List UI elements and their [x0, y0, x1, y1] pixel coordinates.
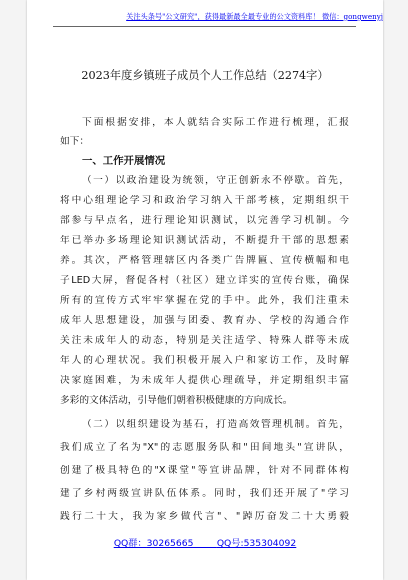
- header-banner-link[interactable]: 关注头条号"公文研究"，获得最新最全最专业的公文资料库！ 微信：gongwenyj: [126, 12, 383, 21]
- paragraph-line: 决家庭困难，为未成年人提供心理疏导，并定期组织丰富: [60, 375, 349, 386]
- paragraph-line: 践行二十大，我为家乡做代言"、"踔厉奋发二十大勇毅: [60, 511, 349, 522]
- qq-group-label: QQ群：: [113, 538, 147, 549]
- paragraph-line: （二）以组织建设为基石，打造高效管理机制。首先，: [82, 419, 349, 430]
- paragraph-line: 关注未成年人的动态，特别是关注适学、特殊人群等未成: [60, 335, 349, 346]
- paragraph-line: 子LED大屏，督促各村（社区）建立详实的宣传台账，确保: [60, 275, 349, 286]
- paragraph-line: 将中心组理论学习和政治学习纳入干部考核，定期组织干: [60, 195, 349, 206]
- paragraph-line: 年人的心理状况。我们积极开展入户和家访工作，及时解: [60, 355, 349, 366]
- header-divider: [53, 26, 356, 27]
- qq-group-link[interactable]: 30265665: [146, 538, 194, 549]
- paragraph-line: 建了乡村两级宣讲队伍体系。同时，我们还开展了"学习: [60, 488, 349, 499]
- paragraph-line: （一）以政治建设为统领，守正创新永不停歇。首先，: [82, 175, 349, 186]
- paragraph-line: 部参与早点名，进行理论知识测试，以完善学习机制。今: [60, 215, 349, 226]
- footer-contact: [27, 538, 383, 550]
- qq-number-label: QQ号:: [216, 538, 244, 549]
- qq-number-link[interactable]: 535304092: [243, 538, 297, 549]
- intro-line: 如下：: [60, 136, 90, 147]
- paragraph-line: 创建了极具特色的"X课堂"等宣讲品牌，针对不同群体构: [60, 465, 349, 476]
- paragraph-line: 我们成立了名为"X"的志愿服务队和"田间地头"宣讲队，: [60, 442, 349, 453]
- intro-line: 下面根据安排，本人就结合实际工作进行梳理，汇报: [82, 117, 349, 128]
- paragraph-line: 年已举办多场理论知识测试活动，不断提升干部的思想素: [60, 235, 349, 246]
- paragraph-line: 成年人思想建设，加强与团委、教育办、学校的沟通合作: [60, 315, 349, 326]
- document-title: 2023年度乡镇班子成员个人工作总结（2274字）: [81, 69, 329, 82]
- document-page: [27, 0, 383, 580]
- paragraph-line: 养。其次，严格管理辖区内各类广告牌匾、宣传横幅和电: [60, 255, 349, 266]
- section-heading: 一、工作开展情况: [82, 155, 166, 167]
- paragraph-line: 所有的宣传方式牢牢掌握在党的手中。此外，我们注重未: [60, 295, 349, 306]
- paragraph-line: 多彩的文体活动，引导他们朝着积极健康的方向成长。: [60, 395, 293, 406]
